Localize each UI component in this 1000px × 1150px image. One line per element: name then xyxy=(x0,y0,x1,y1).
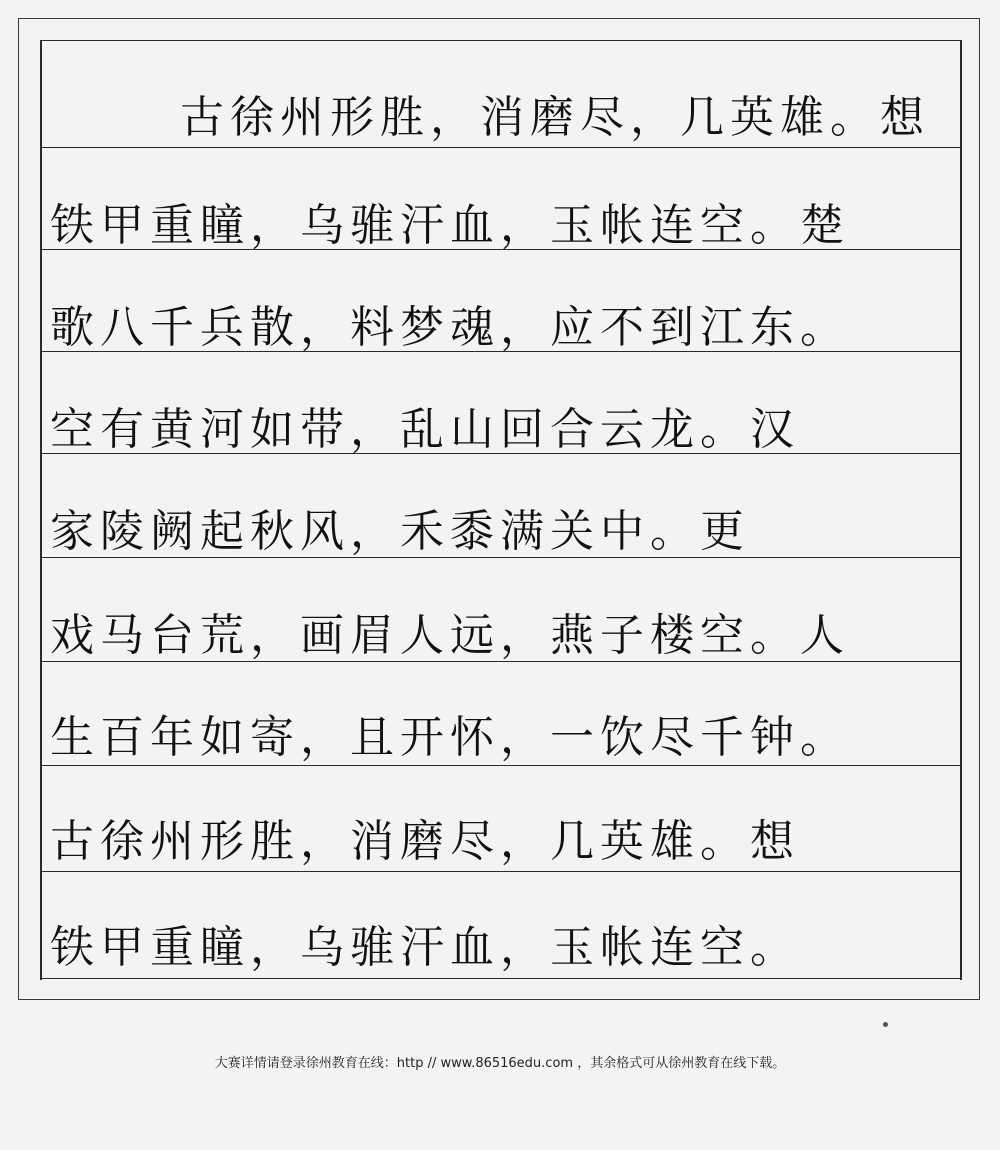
poem-line-3: 歌八千兵散，料梦魂，应不到江东。 xyxy=(50,303,850,353)
writing-area xyxy=(40,40,962,980)
poem-line-2: 铁甲重瞳，乌骓汗血，玉帐连空。楚 xyxy=(50,201,850,251)
poem-line-5: 家陵阙起秋风，禾黍满关中。更 xyxy=(50,507,750,557)
footer-note: 大赛详情请登录徐州教育在线：http // www.86516edu.com ，其余格式可从徐州教育在线下载。 xyxy=(214,1056,786,1071)
rule-line xyxy=(42,147,960,148)
rule-line xyxy=(42,249,960,250)
poem-line-7: 生百年如寄，且开怀，一饮尽千钟。 xyxy=(50,713,850,763)
rule-line xyxy=(42,978,960,979)
poem-line-6: 戏马台荒，画眉人远，燕子楼空。人 xyxy=(50,611,850,661)
poem-line-4: 空有黄河如带，乱山回合云龙。汉 xyxy=(50,405,800,455)
poem-line-8: 古徐州形胜，消磨尽，几英雄。想 xyxy=(50,817,800,867)
rule-line xyxy=(42,557,960,558)
rule-line xyxy=(42,661,960,662)
stray-dot-mark xyxy=(883,1022,888,1027)
rule-line xyxy=(42,351,960,352)
poem-line-9: 铁甲重瞳，乌骓汗血，玉帐连空。 xyxy=(50,923,800,973)
rule-line xyxy=(42,765,960,766)
rule-line xyxy=(42,871,960,872)
poem-line-1: 古徐州形胜，消磨尽，几英雄。想 xyxy=(180,93,930,143)
rule-line xyxy=(42,453,960,454)
